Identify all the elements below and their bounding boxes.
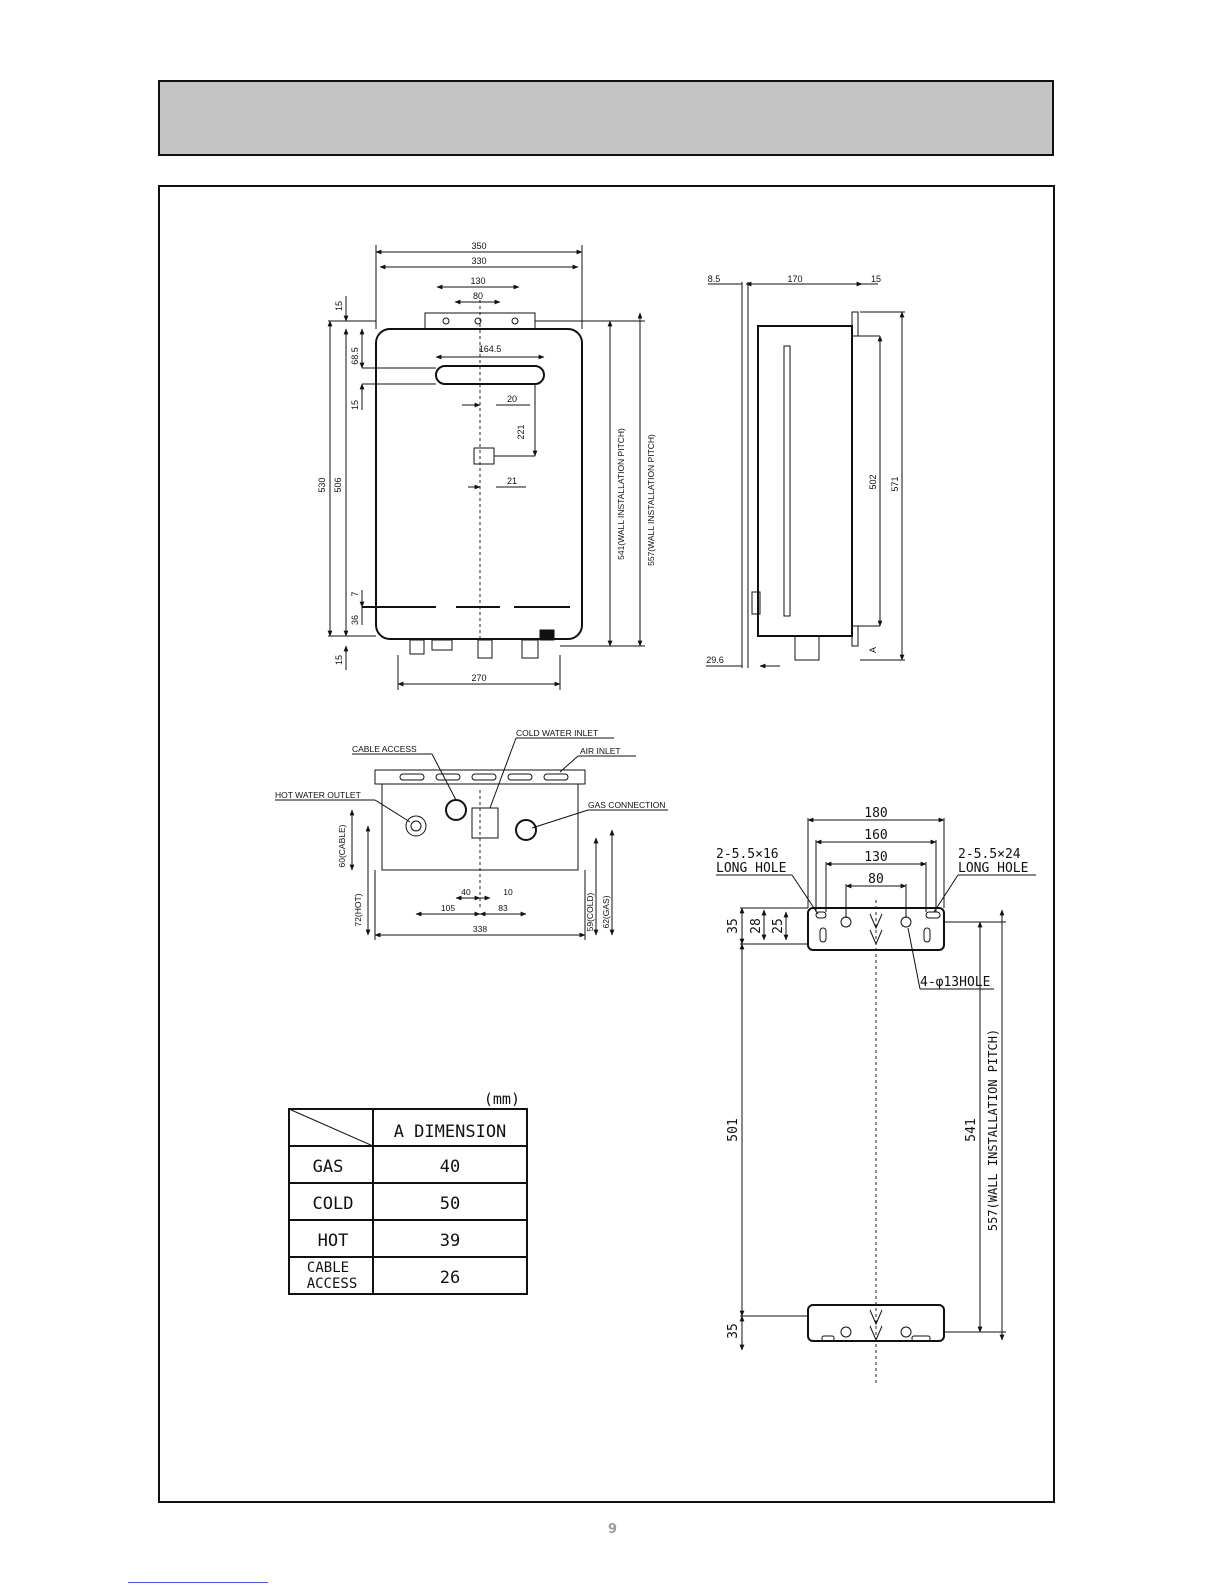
dim-164-5: 164.5	[478, 344, 502, 354]
label-round-holes: 4-φ13HOLE	[920, 975, 991, 990]
dim-221: 221	[516, 424, 526, 440]
dim-7: 7	[350, 591, 360, 597]
label-right-hole-type: LONG HOLE	[958, 861, 1029, 876]
cable-access-fitting	[446, 800, 466, 820]
label-left-hole-size: 2-5.5×16	[716, 847, 779, 862]
dim-83: 83	[498, 903, 508, 913]
dim-105: 105	[440, 903, 456, 913]
table-row-cold-label: COLD	[312, 1194, 354, 1214]
dim-15-mid: 15	[350, 399, 360, 411]
dim-502: 502	[868, 474, 878, 490]
table-row-hot-value: 39	[439, 1231, 461, 1251]
dim-330: 330	[471, 256, 487, 266]
dim-29-6: 29.6	[706, 655, 724, 665]
side-view	[706, 274, 905, 668]
dim-15-bottom: 15	[334, 654, 344, 666]
dim-15-side: 15	[870, 274, 882, 284]
dim-28: 28	[749, 918, 764, 934]
table-row-cold-value: 50	[439, 1194, 461, 1214]
table-row-cable-label-1: CABLE	[306, 1260, 350, 1276]
label-gas-connection: GAS CONNECTION	[588, 800, 666, 810]
side-body-outline	[758, 326, 852, 636]
dim-130-bracket: 130	[864, 850, 888, 865]
gas-fitting	[516, 820, 536, 840]
dim-541-bracket: 541	[964, 1118, 979, 1142]
cold-water-fitting	[472, 808, 498, 838]
dim-59-cold: 59(COLD)	[585, 892, 595, 932]
dim-68-5: 68.5	[350, 347, 360, 365]
side-a-mark: A	[868, 646, 878, 654]
front-view	[317, 241, 656, 690]
dim-35-top: 35	[726, 918, 741, 934]
dim-571: 571	[890, 476, 900, 492]
dim-8-5: 8.5	[707, 274, 721, 284]
table-header: A DIMENSION	[393, 1122, 507, 1142]
dim-270: 270	[471, 673, 487, 683]
dim-541-pitch: 541(WALL INSTALLATION PITCH)	[616, 428, 626, 560]
dim-15-top: 15	[334, 300, 344, 312]
dim-160: 160	[864, 828, 888, 843]
table-row-cable-value: 26	[439, 1268, 461, 1288]
table-row-gas-label: GAS	[312, 1157, 344, 1177]
label-air-inlet: AIR INLET	[580, 746, 621, 756]
hot-water-fitting	[406, 816, 426, 836]
table-row-cable-label-2: ACCESS	[306, 1276, 358, 1292]
dim-80-bracket: 80	[868, 872, 884, 887]
bottom-view	[275, 728, 668, 940]
dim-80: 80	[472, 291, 484, 301]
dim-170: 170	[787, 274, 803, 284]
dim-506: 506	[333, 477, 343, 493]
label-right-hole-size: 2-5.5×24	[958, 847, 1021, 862]
label-cable-access: CABLE ACCESS	[352, 744, 417, 754]
dim-36: 36	[350, 614, 360, 626]
bracket-view	[716, 806, 1036, 1385]
page-number: 9	[607, 1522, 618, 1537]
dim-130: 130	[470, 276, 486, 286]
label-left-hole-type: LONG HOLE	[716, 861, 787, 876]
dim-530: 530	[317, 477, 327, 493]
dim-350: 350	[471, 241, 487, 251]
table-row-gas-value: 40	[439, 1157, 461, 1177]
front-handle-slot	[436, 366, 544, 384]
front-body-outline	[376, 329, 582, 639]
dim-557-bracket-pitch: 557(WALL INSTALLATION PITCH)	[986, 1028, 1000, 1232]
front-center-plate	[474, 448, 494, 464]
table-corner-diagonal	[289, 1109, 373, 1146]
dim-338: 338	[472, 924, 488, 934]
dim-557-pitch: 557(WALL INSTALLATION PITCH)	[646, 434, 656, 566]
dim-60-cable: 60(CABLE)	[337, 824, 347, 868]
dim-180: 180	[864, 806, 888, 821]
dim-62-gas: 62(GAS)	[601, 895, 611, 929]
dim-25: 25	[771, 918, 786, 934]
dim-21: 21	[506, 476, 518, 486]
dim-20: 20	[506, 394, 518, 404]
dim-35-bottom: 35	[726, 1323, 741, 1339]
bottom-top-plate	[375, 770, 585, 784]
dim-501: 501	[726, 1118, 741, 1142]
label-hot-water-outlet: HOT WATER OUTLET	[275, 790, 361, 800]
footer-link-underline[interactable]	[128, 1582, 268, 1583]
dimension-table	[289, 1090, 527, 1294]
dim-40-bottom: 40	[461, 887, 471, 897]
dim-72-hot: 72(HOT)	[353, 893, 363, 927]
label-cold-water-inlet: COLD WATER INLET	[516, 728, 599, 738]
table-unit: (mm)	[483, 1090, 520, 1108]
dim-10-bottom: 10	[503, 887, 513, 897]
table-row-hot-label: HOT	[317, 1231, 349, 1251]
